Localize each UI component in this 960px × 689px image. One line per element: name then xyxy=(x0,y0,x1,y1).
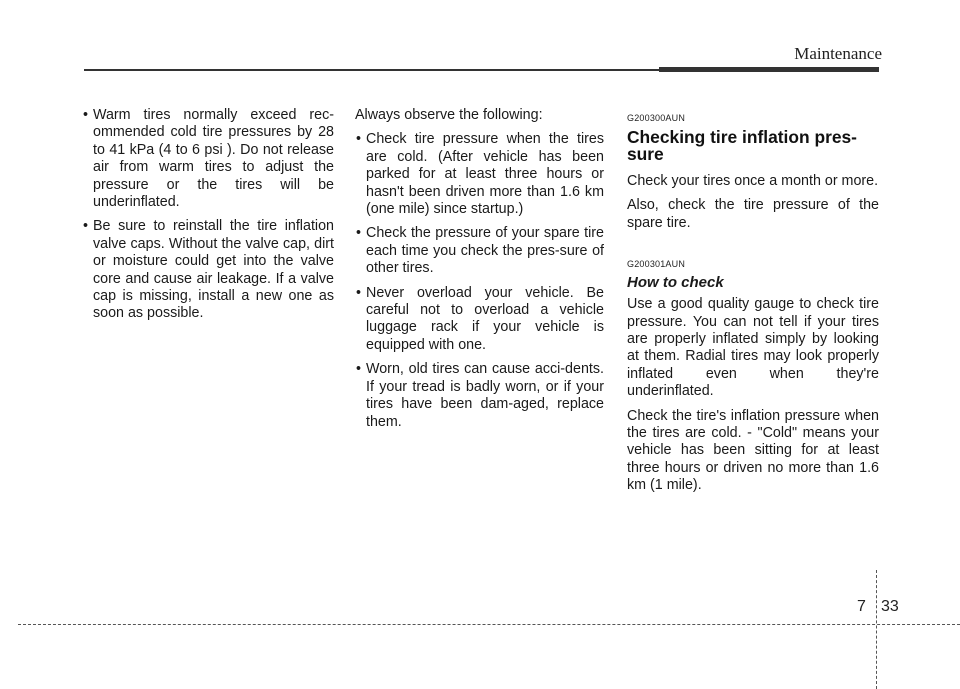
chapter-number: 7 xyxy=(857,598,866,615)
list-item xyxy=(82,218,334,322)
paragraph: Check your tires once a month or more. xyxy=(627,173,879,189)
list-item-text: Worn, old tires can cause acci-dents. If your tread is badly worn, or if your tires have been dam-aged, replace them. xyxy=(366,361,604,430)
bullet-icon: • xyxy=(356,361,362,378)
section-title: Maintenance xyxy=(794,44,882,63)
section-heading: Checking tire inflation pres-sure xyxy=(627,127,857,164)
list-item xyxy=(355,285,604,355)
header-rule-accent xyxy=(659,67,879,72)
list-item-text: Be sure to reinstall the tire inflation valve caps. Without the valve cap, dirt or moisture could get into the valve core and cause air leakage. If a valve cap is missing, install a new one as soon as possible. xyxy=(93,218,334,322)
section-code: G200301AUN xyxy=(627,259,686,270)
page-number: 33 xyxy=(881,598,899,615)
list-item-text: Check tire pressure when the tires are cold. (After vehicle has been parked for at least three hours or hasn't been driven more than 1.6 km (one mile) since startup.) xyxy=(366,131,604,218)
list-item xyxy=(355,131,604,218)
section-code: G200300AUN xyxy=(627,113,686,123)
list-item-text: Never overload your vehicle. Be careful not to overload a vehicle luggage rack if your vehicle is equipped with one. xyxy=(366,284,604,353)
list-item-text: Check the pressure of your spare tire each time you check the pres-sure of other tires. xyxy=(366,225,604,277)
bullet-list xyxy=(355,131,604,431)
paragraph: Also, check the tire pressure of the spare tire. xyxy=(627,197,879,231)
intro-text: Always observe the following: xyxy=(355,107,543,123)
bullet-icon: • xyxy=(83,218,89,235)
list-item xyxy=(355,225,604,277)
bullet-icon: • xyxy=(356,225,362,242)
list-item xyxy=(355,361,604,431)
header-rule xyxy=(84,69,659,71)
bullet-icon: • xyxy=(356,131,362,148)
footer-rule xyxy=(18,624,960,625)
list-item xyxy=(82,107,334,211)
paragraph: Check the tire's inflation pressure when the tires are cold. - "Cold" means your vehicle has been sitting for at least three hours or driven no more than 1.6 km (1 mile). xyxy=(627,407,879,494)
subsection-heading: How to check xyxy=(627,274,724,292)
footer-divider xyxy=(876,570,877,689)
list-item-text: Warm tires normally exceed rec-ommended cold tire pressures by 28 to 41 kPa (4 to 6 psi ). Do not release air from warm tires to adjust the pressure or the tires will be underinflated. xyxy=(93,107,334,211)
column-right xyxy=(627,107,879,502)
paragraph: Use a good quality gauge to check tire pressure. You can not tell if your tires are properly inflated simply by looking at them. Radial tires may look properly inflated even when they're underinflated. xyxy=(627,296,879,400)
bullet-list xyxy=(82,107,334,323)
column-left xyxy=(82,107,334,330)
bullet-icon: • xyxy=(356,284,362,301)
column-middle xyxy=(355,107,604,438)
bullet-icon: • xyxy=(83,107,89,123)
